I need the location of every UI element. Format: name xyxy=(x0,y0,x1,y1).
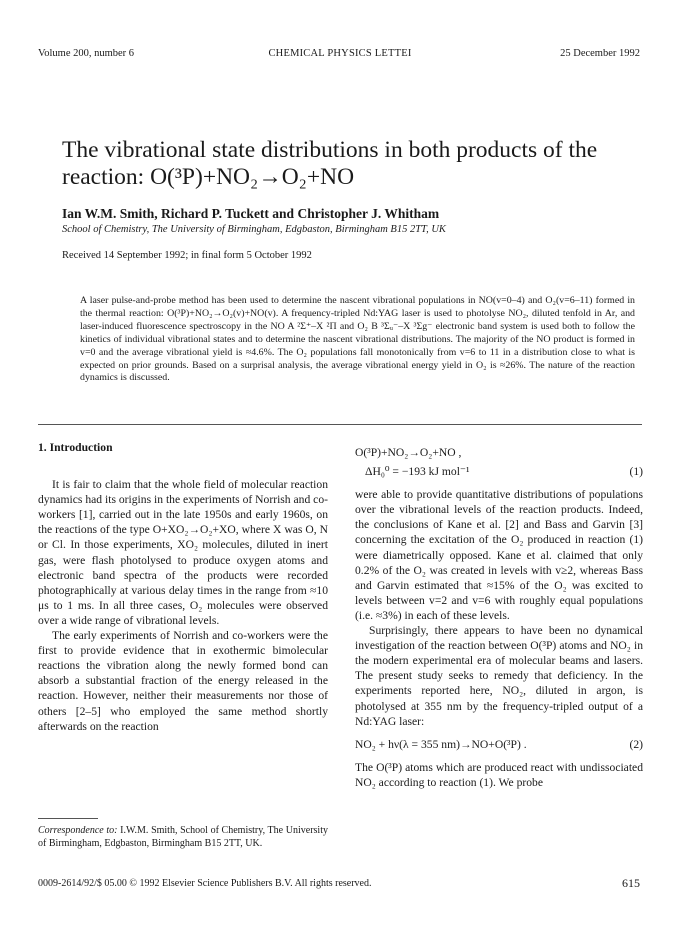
copyright-line: 0009-2614/92/$ 05.00 © 1992 Elsevier Science Publishers B.V. All rights reserved. xyxy=(38,878,372,889)
footnote-label: Correspondence to: xyxy=(38,825,118,836)
footnote-divider xyxy=(38,818,98,819)
intro-paragraph-2: The early experiments of Norrish and co-workers were the first to provide evidence that in exothermic bimolecular reactions the vibration along the newly formed bond can absorb a substantial fraction of the energy released in the reaction. However, neither their measurements nor those of others [2–5] who employed the same method shortly afterwards on the reaction xyxy=(38,629,328,733)
right-paragraph-3: The O(³P) atoms which are produced react with undissociated NO₂ according to reaction (1). We probe xyxy=(355,760,643,789)
equation-1-reaction: O(³P)+NO₂→O₂+NO , xyxy=(355,446,462,459)
equation-2 xyxy=(355,737,643,752)
abstract-divider xyxy=(38,424,642,425)
journal-header: CHEMICAL PHYSICS LETTEI xyxy=(268,48,412,59)
right-paragraph-1: were able to provide quantitative distributions of populations over the vibrational levels of the reaction products. Indeed, the conclusions of Kane et al. [2] and Bass and Garvin [3] concerning the excitation of the O₂ produced in reaction (1) were diametrically opposed. Kane et al. claimed that only 0.2% of the O₂ was created in levels with v≥2, whereas Bass and Garvin estimated that ≈15% of the O₂ was excited to levels between v=2 and v=6 with roughly equal populations (i.e. ≈3%) in each of these levels. xyxy=(355,488,643,622)
left-column xyxy=(38,440,328,734)
equation-1-number: (1) xyxy=(629,465,643,479)
equation-2-number: (2) xyxy=(629,737,643,751)
equation-2-reaction: NO₂ + hν(λ = 355 nm)→NO+O(³P) . xyxy=(355,737,527,751)
intro-paragraph-1: It is fair to claim that the whole field of molecular reaction dynamics had its origins in the experiments of Norrish and co-workers [1], carried out in the late 1950s and early 1960s, on the reactions of the type O+XO₂→O₂+XO, where X was O, N or Cl. In those experiments, XO₂ molecules, diluted in inert gas, were flash photolysed to produce oxygen atoms and electronic band spectra of the products were recorded photographically at various delay times in the range from ≈10 μs to 1 ms. In all three cases, O₂ molecules were observed over a wide range of vibrational levels. xyxy=(38,478,328,627)
article-title: The vibrational state distributions in both products of the reaction: O(³P)+NO₂→O₂+NO xyxy=(62,137,598,190)
equation-1-enthalpy: ΔH₀⁰ = −193 kJ mol⁻¹ xyxy=(365,465,470,479)
right-column xyxy=(355,440,643,790)
right-paragraph-2: Surprisingly, there appears to have been no dynamical investigation of the reaction between O(³P) atoms and NO₂ in the modern experimental era of molecular beams and lasers. The present study seeks to remedy that deficiency. In the experiments reported here, NO₂, diluted in argon, is photolysed at 355 nm by the frequency-tripled output of a Nd:YAG laser: xyxy=(355,624,643,728)
equation-1 xyxy=(355,445,643,460)
abstract: A laser pulse-and-probe method has been used to determine the nascent vibrational populations in NO(v=0–4) and O₂(v=6–11) formed in the thermal reaction: O(³P)+NO₂→O₂(v)+NO(v). A frequency-tripled Nd:YAG laser is used to photolyse NO₂, diluted tenfold in Ar, and laser-induced fluorescence spectroscopy in the NO A ²Σ⁺–X ²Π and O₂ B ³Σᵤ⁻–X ³Σg⁻ electronic band system is used both to follow the kinetics of individual vibrational states and to determine the nascent vibrational distributions. The majority of the NO product is formed in v=0 and the average vibrational yield is ≈4.6%. The O₂ populations fall monotonically from v=6 to 11 in a distribution close to what is expected on prior grounds. Based on a surprisal analysis, the average vibrational energy yield in O₂ is ≈26%. The nature of the reaction dynamics is discussed. xyxy=(80,295,635,384)
equation-1-enthalpy-line xyxy=(365,464,643,479)
footnote-text: I.W.M. Smith, School of Chemistry, The University of Birmingham, Edgbaston, Birmingham B15 2TT, UK. xyxy=(38,825,328,849)
page-number: 615 xyxy=(622,876,640,890)
date-header: 25 December 1992 xyxy=(560,48,640,59)
volume-header: Volume 200, number 6 xyxy=(38,48,135,59)
author-list: Ian W.M. Smith, Richard P. Tuckett and Christopher J. Whitham xyxy=(62,206,440,221)
correspondence-footnote xyxy=(38,825,328,850)
section-heading: 1. Introduction xyxy=(38,441,113,454)
affiliation: School of Chemistry, The University of Birmingham, Edgbaston, Birmingham B15 2TT, UK xyxy=(62,224,446,235)
received-dates: Received 14 September 1992; in final form 5 October 1992 xyxy=(62,250,312,261)
